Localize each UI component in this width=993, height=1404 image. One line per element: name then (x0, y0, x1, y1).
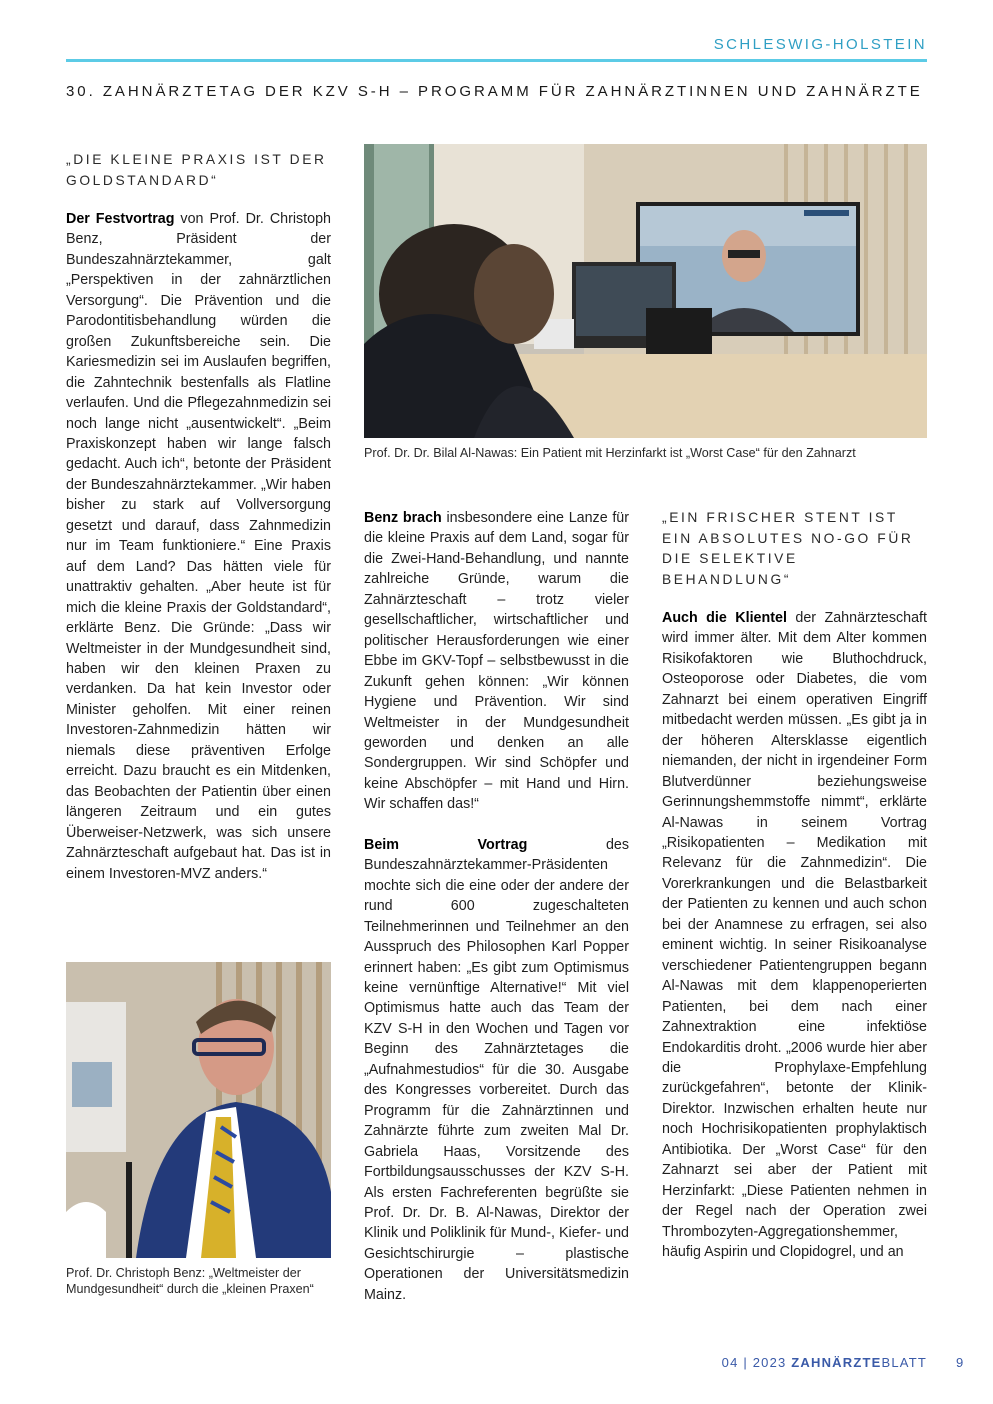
footer-issue (722, 1355, 927, 1370)
article-paragraph (662, 608, 927, 1263)
photo-caption: Prof. Dr. Christoph Benz: „Weltmeister der Mundgesundheit“ durch die „kleinen Praxen“ (66, 1266, 314, 1296)
page-title: 30. ZAHNÄRZTETAG DER KZV S-H – PROGRAMM FÜR ZAHNÄRZTINNEN UND ZAHNÄRZTE (66, 83, 923, 100)
section-subhead: „DIE KLEINE PRAXIS IST DER GOLDSTANDARD“ (66, 152, 327, 188)
paragraph-lead: Der Festvortrag (66, 211, 175, 227)
article-paragraph (66, 209, 331, 884)
conference-photo-image (364, 144, 927, 438)
column-middle (364, 508, 629, 1305)
region-label: SCHLESWIG-HOLSTEIN (713, 36, 927, 53)
column-right (662, 508, 927, 1263)
page-number: 9 (956, 1355, 964, 1370)
column-left (66, 150, 331, 884)
section-subhead: „EIN FRISCHER STENT IST EIN ABSOLUTES NO-GO FÜR DIE SELEKTIVE BEHANDLUNG“ (662, 510, 914, 587)
paragraph-text: des Bundeszahnärztekammer-Präsidenten mochte sich die eine oder der andere der rund 600 zugeschalteten Teilnehmerinnen und Teilnehmer an den Ausspruch des Philosophen Karl Popper erinnert haben: „Es gibt zum Optimismus keine vernünftige Alternative!“ Mit viel Optimismus hatte auch das Team der KZV S-H in den Wochen und Tagen vor Beginn des Zahnärztetages die „Aufnahmestudios“ für die 30. Ausgabe des Kongresses vorbereitet. Durch das Programm für die Zahnärztinnen und Zahnärzte führte zum zweiten Mal Dr. Gabriela Haas, Vorsitzende des Fortbildungsausschusses der KZV S-H. Als ersten Fachreferenten begrüßte sie Prof. Dr. Dr. B. Al-Nawas, Direktor der Klinik und Poliklinik für Mund-, Kiefer- und Gesichtschirurgie – plastische Operationen der Universitätsmedizin Mainz. (364, 836, 629, 1303)
magazine-name-bold: ZAHNÄRZTE (791, 1355, 882, 1370)
paragraph-text: insbesondere eine Lanze für die kleine Praxis auf dem Land, sogar für die Zwei-Hand-Behandlung, und nannte zahlreiche Gründe, warum die Zahnärzteschaft – trotz vieler gesellschaftlicher, wirtschaftlicher und politischer Herausforderungen wie einer Ebbe im GKV-Topf – selbstbewusst in die Zukunft gehen können: „Wir können Hygiene und Prävention. Wir sind Weltmeister in der Mundgesundheit geworden und denken an alle Sondergruppen. Wir sind Schöpfer und keine Abschöpfer – mit Hand und Hirn. Wir schaffen das!“ (364, 510, 630, 813)
paragraph-lead: Auch die Klientel (662, 610, 787, 626)
article-paragraph (364, 835, 629, 1305)
paragraph-lead: Benz brach (364, 510, 442, 526)
paragraph-lead: Beim Vortrag (364, 836, 528, 853)
issue-number: 04 | 2023 (721, 1355, 787, 1370)
article-paragraph (364, 508, 629, 815)
paragraph-text: von Prof. Dr. Christoph Benz, Präsident der Bundeszahnärztekammer, galt „Perspektiven in der zahnärztlichen Versorgung“. Die Prävention und die Parodontitisbehandlung würden die großen Zukunftsbereiche sein. Die Kariesmedizin sei im Auslaufen begriffen, die Zahntechnik bestenfalls als Flatline verlaufen. Und die Pflegezahnmedizin sei noch lange nicht „ausentwickelt“. „Beim Praxiskonzept haben wir lange falsch gedacht. Auch ich“, betonte der Präsident der Bundeszahnärztekammer. „Wir haben bisher zu stark auf Vollversorgung gesetzt und darauf, dass Zahnmedizin nur im Team funktioniere.“ Eine Praxis auf dem Land? Das hätten viele für unattraktiv gehalten. „Aber heute ist für mich die kleine Praxis der Goldstandard“, erklärte Benz. Die Gründe: „Dass wir Weltmeister in der Mundgesundheit sind, haben wir den kleinen Praxen zu verdanken. Da hat kein Investor oder Minister geholfen. Mit einer reinen Investoren-Zahnmedizin hätten wir niemals diese präventiven Erfolge erreicht. Dazu braucht es ein Mitdenken, das Beobachten der Patientin über einen längeren Zeitraum und ein gutes Überweiser-Netzwerk, was sich unsere Zahnärzteschaft aufgebaut hat. Das ist in einem Investoren-MVZ anders.“ (66, 211, 332, 882)
photo-caption: Prof. Dr. Dr. Bilal Al-Nawas: Ein Patient mit Herzinfarkt ist „Worst Case“ für den Zahnarzt (364, 446, 856, 460)
speaker-photo (66, 962, 331, 1258)
magazine-name-light: BLATT (881, 1355, 927, 1370)
paragraph-text: der Zahnärzteschaft wird immer älter. Mit dem Alter kommen Risikofaktoren wie Bluthochdruck, Osteoporose oder Diabetes, die vom Zahnarzt bei einem operativen Eingriff mitbedacht werden müssen. „Es gibt ja in der höheren Altersklasse eigentlich niemanden, der nicht in irgendeiner Form Blutverdünner beziehungsweise Gerinnungshemmstoffe nimmt“, erklärte Al-Nawas in seinem Vortrag „Risikopatienten – Medikation mit Relevanz für die Zahnmedizin“. Die Vorerkrankungen und die Belastbarkeit der Patienten zu kennen und auch schon bei der Anamnese zu erfragen, sei also eminent wichtig. In seiner Risikoanalyse verschiedener Patientengruppen begann Al-Nawas mit dem klappenoperierten Patienten, bei dem nach einer Zahnextraktion eine infektiöse Endokarditis droht. „2006 wurde hier aber die Prophylaxe-Empfehlung zurückgefahren“, betonte der Klinik-Direktor. Inzwischen erhalten heute nur noch Hochrisikopatienten prophylaktisch Antibiotika. Der „Worst Case“ für den Zahnarzt sei aber der Patient mit Herzinfarkt: „Diese Patienten nehmen in der Regel nach der Operation zwei Thrombozyten-Aggregationshemmer, häufig Aspirin und Clopidogrel, und an (662, 610, 928, 1261)
conference-photo (364, 144, 927, 438)
header-rule (66, 59, 927, 62)
speaker-photo-image (66, 962, 331, 1258)
